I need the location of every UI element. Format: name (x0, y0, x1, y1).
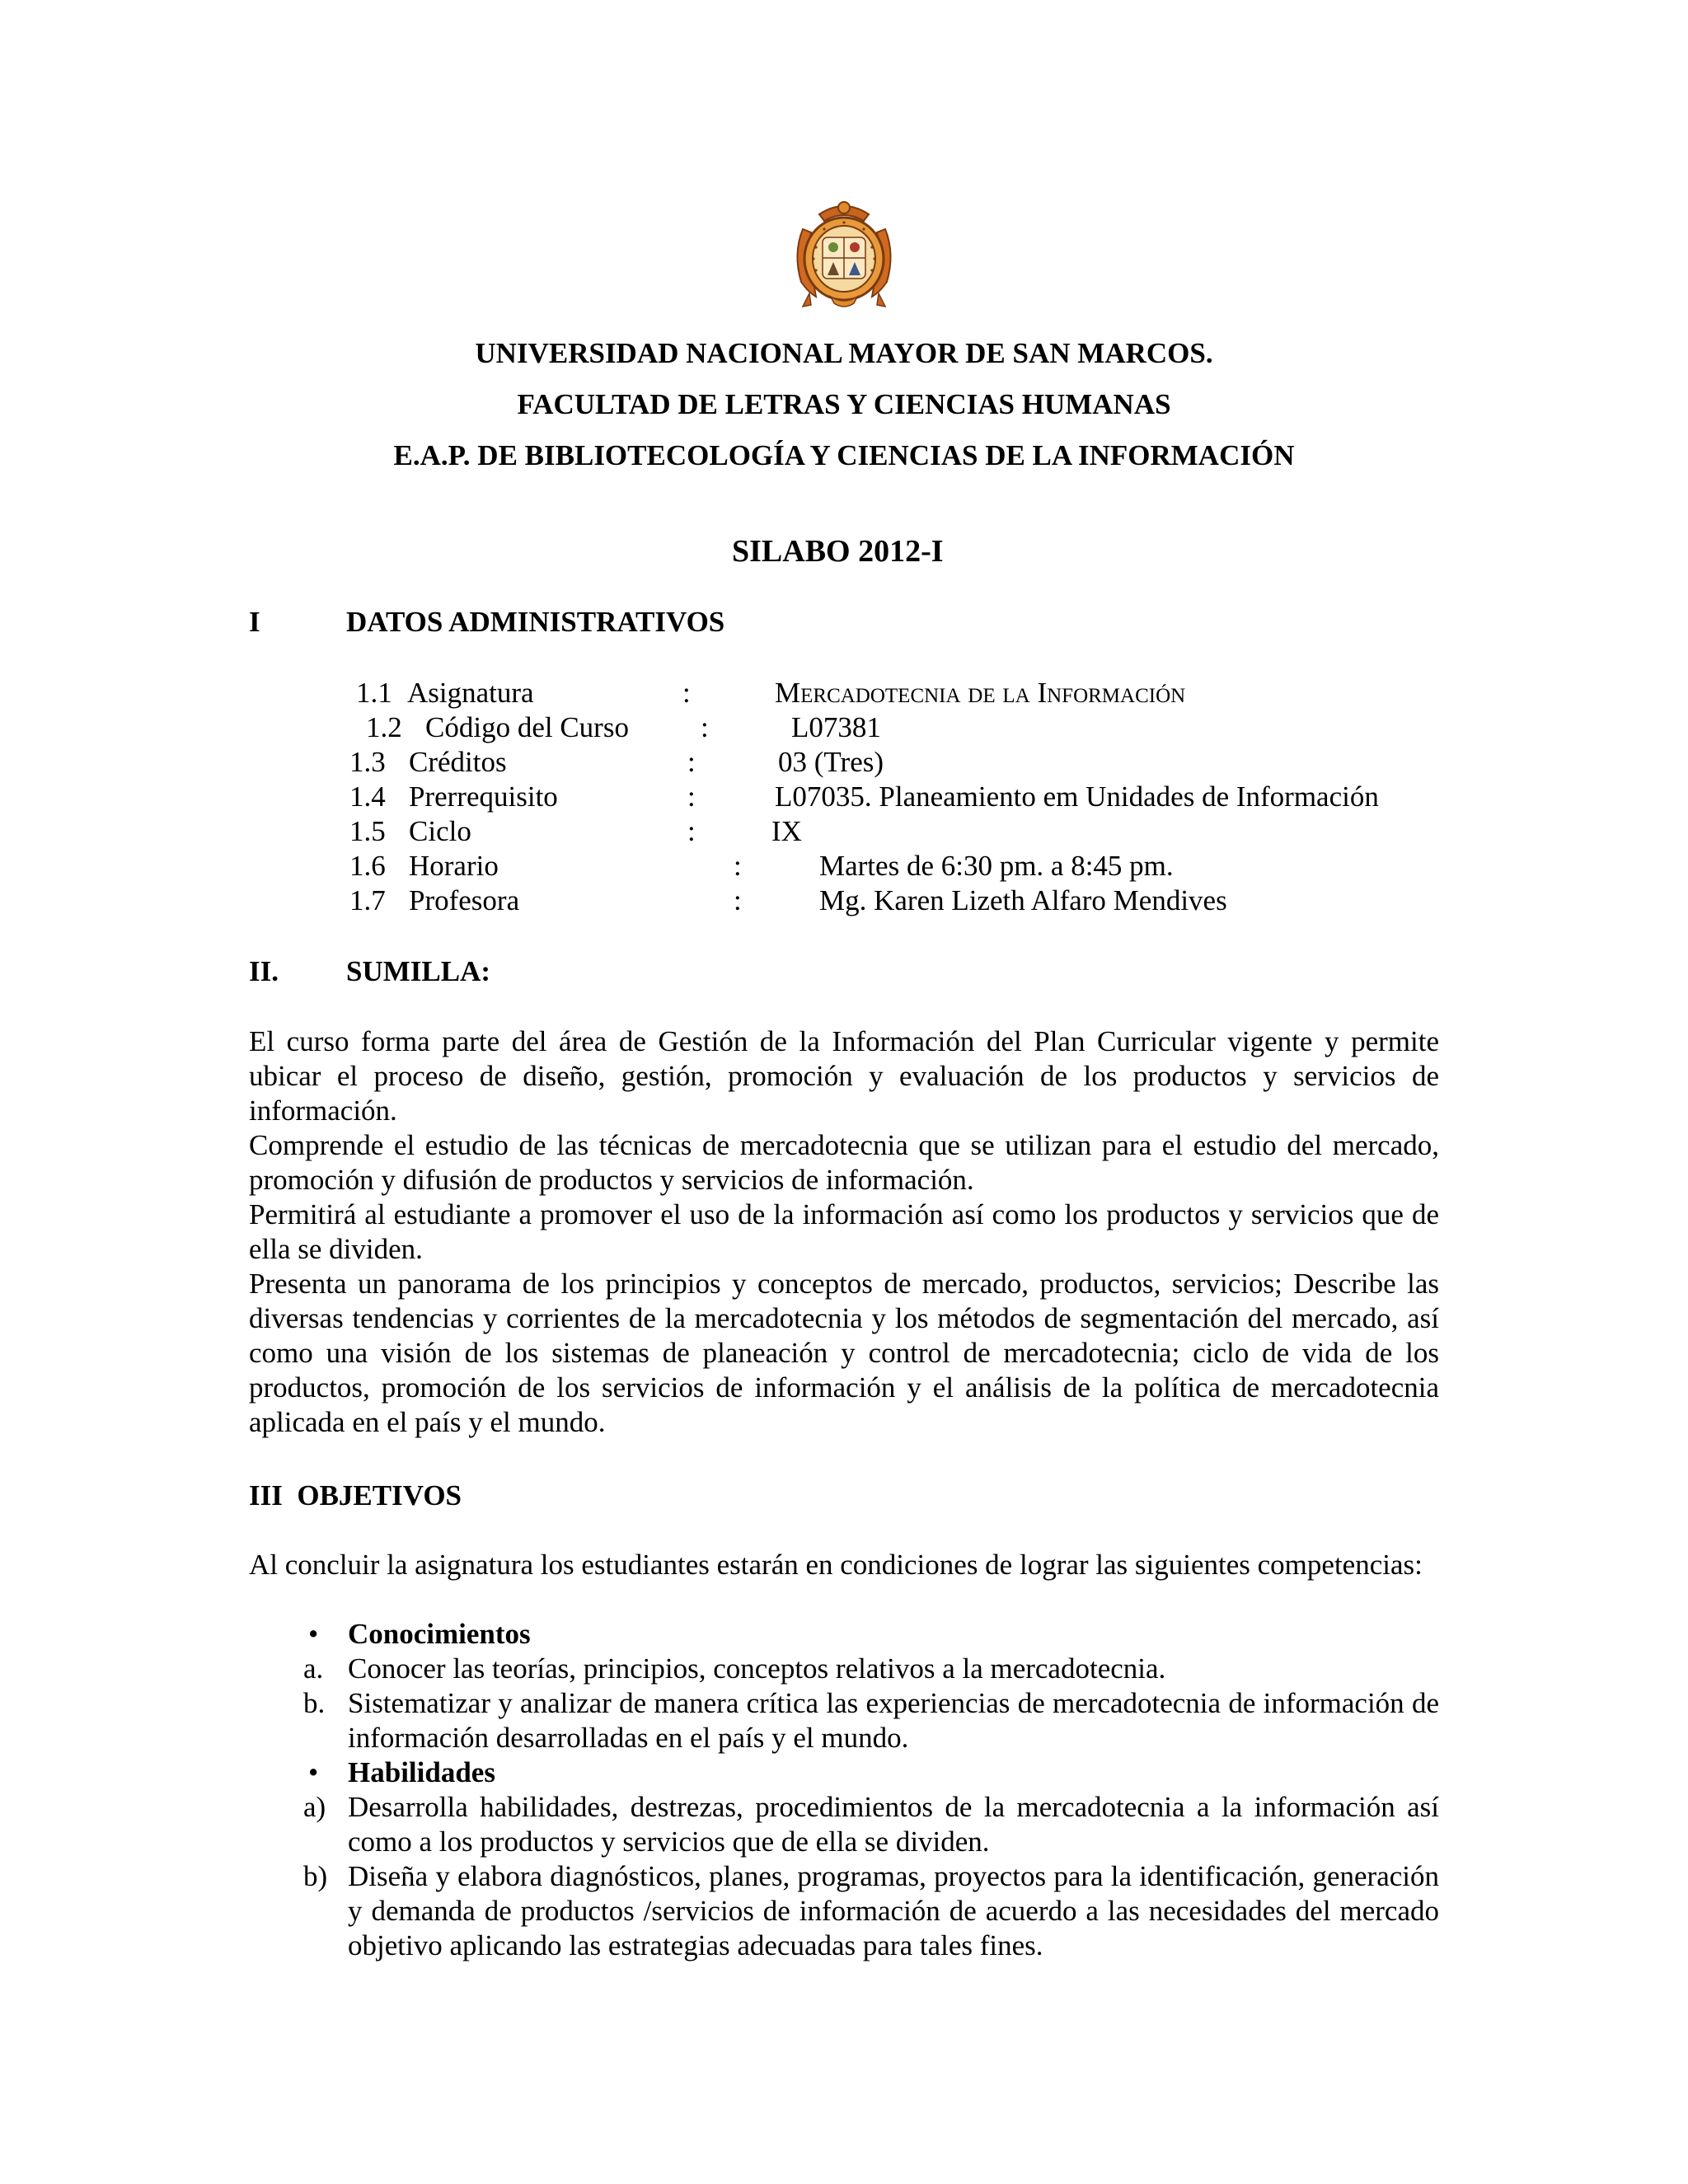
row-label: Asignatura (407, 677, 534, 709)
row-num: 1.5 (349, 815, 386, 847)
row-num: 1.6 (349, 850, 386, 882)
row-label: Código del Curso (425, 711, 629, 743)
university-name: UNIVERSIDAD NACIONAL MAYOR DE SAN MARCOS. (475, 337, 1213, 369)
row-sep: : (687, 815, 696, 847)
row-value: 03 (Tres) (778, 746, 884, 778)
section2-number: II. (249, 955, 279, 987)
list-item-text: Desarrolla habilidades, destrezas, procedimientos de la mercadotecnia a la información así como a los productos y servicios que de ella se dividen. (348, 1791, 1439, 1858)
row-value: Mg. Karen Lizeth Alfaro Mendives (819, 884, 1227, 916)
section1-number: I (249, 606, 260, 638)
row-num: 1.1 (356, 677, 392, 709)
list-item-text: Sistematizar y analizar de manera crítica las experiencias de mercadotecnia de información de información desarrolladas en el país y el mundo. (348, 1687, 1439, 1754)
summary-text (249, 1024, 1439, 1440)
list-marker: b. (303, 1687, 326, 1719)
list-item-text: Conocer las teorías, principios, conceptos relativos a la mercadotecnia. (348, 1652, 1166, 1685)
summary-paragraph: Presenta un panorama de los principios y conceptos de mercado, productos, servicios; Describe las diversas tendencias y corrientes de la mercadotecnia y los métodos de segmentación del mercado, así como una visión de los sistemas de planeación y control de mercadotecnia; ciclo de vida de los productos, promoción de los servicios de información y el análisis de la política de mercadotecnia aplicada en el país y el mundo. (249, 1268, 1439, 1438)
row-sep: : (734, 850, 742, 882)
summary-paragraph: El curso forma parte del área de Gestión de la Información del Plan Curricular vigente y permite ubicar el proceso de diseño, gestión, promoción y evaluación de los productos y servicios de información. (249, 1025, 1439, 1127)
section2-title: SUMILLA: (346, 955, 491, 987)
row-label: Créditos (409, 746, 507, 778)
row-num: 1.4 (349, 780, 386, 813)
bullet-icon: • (308, 1618, 319, 1650)
row-label: Prerrequisito (409, 780, 558, 813)
list-marker: b) (303, 1860, 328, 1892)
school-name: E.A.P. DE BIBLIOTECOLOGÍA Y CIENCIAS DE LA INFORMACIÓN (393, 439, 1295, 471)
row-sep: : (687, 780, 696, 813)
row-num: 1.7 (349, 884, 386, 916)
row-value: L07381 (791, 711, 881, 743)
objectives-intro (249, 1548, 1439, 1582)
row-value: L07035. Planeamiento em Unidades de Información (775, 780, 1379, 813)
row-value: IX (771, 815, 802, 847)
row-label: Horario (409, 850, 499, 882)
university-seal-logo (791, 196, 897, 316)
summary-paragraph: Comprende el estudio de las técnicas de mercadotecnia que se utilizan para el estudio del mercado, promoción y difusión de productos y servicios de información. (249, 1129, 1439, 1196)
syllabus-title: SILABO 2012-I (732, 534, 944, 569)
row-num: 1.3 (349, 746, 386, 778)
row-sep: : (682, 677, 691, 709)
row-value: Mercadotecnia de la Información (775, 677, 1186, 709)
row-sep: : (687, 746, 696, 778)
group-heading: Habilidades (348, 1756, 495, 1788)
faculty-name: FACULTAD DE LETRAS Y CIENCIAS HUMANAS (517, 388, 1171, 420)
row-num: 1.2 (366, 711, 402, 743)
row-label: Ciclo (409, 815, 471, 847)
section1-title: DATOS ADMINISTRATIVOS (346, 606, 725, 638)
row-sep: : (734, 884, 742, 916)
list-marker: a. (303, 1652, 324, 1685)
bullet-icon: • (308, 1756, 319, 1788)
row-sep: : (701, 711, 709, 743)
summary-paragraph: Permitirá al estudiante a promover el uso de la información así como los productos y servicios que de ella se dividen. (249, 1198, 1439, 1265)
section3-title: III OBJETIVOS (249, 1479, 462, 1511)
group-heading: Conocimientos (348, 1618, 531, 1650)
row-label: Profesora (409, 884, 520, 916)
row-value: Martes de 6:30 pm. a 8:45 pm. (819, 850, 1174, 882)
list-item-text: Diseña y elabora diagnósticos, planes, programas, proyectos para la identificación, generación y demanda de productos /servicios de información de acuerdo a las necesidades del mercado objetivo aplicando las estrategias adecuadas para tales fines. (348, 1860, 1439, 1961)
objectives-intro-text: Al concluir la asignatura los estudiantes estarán en condiciones de lograr las siguientes competencias: (249, 1549, 1423, 1581)
list-marker: a) (303, 1791, 326, 1823)
